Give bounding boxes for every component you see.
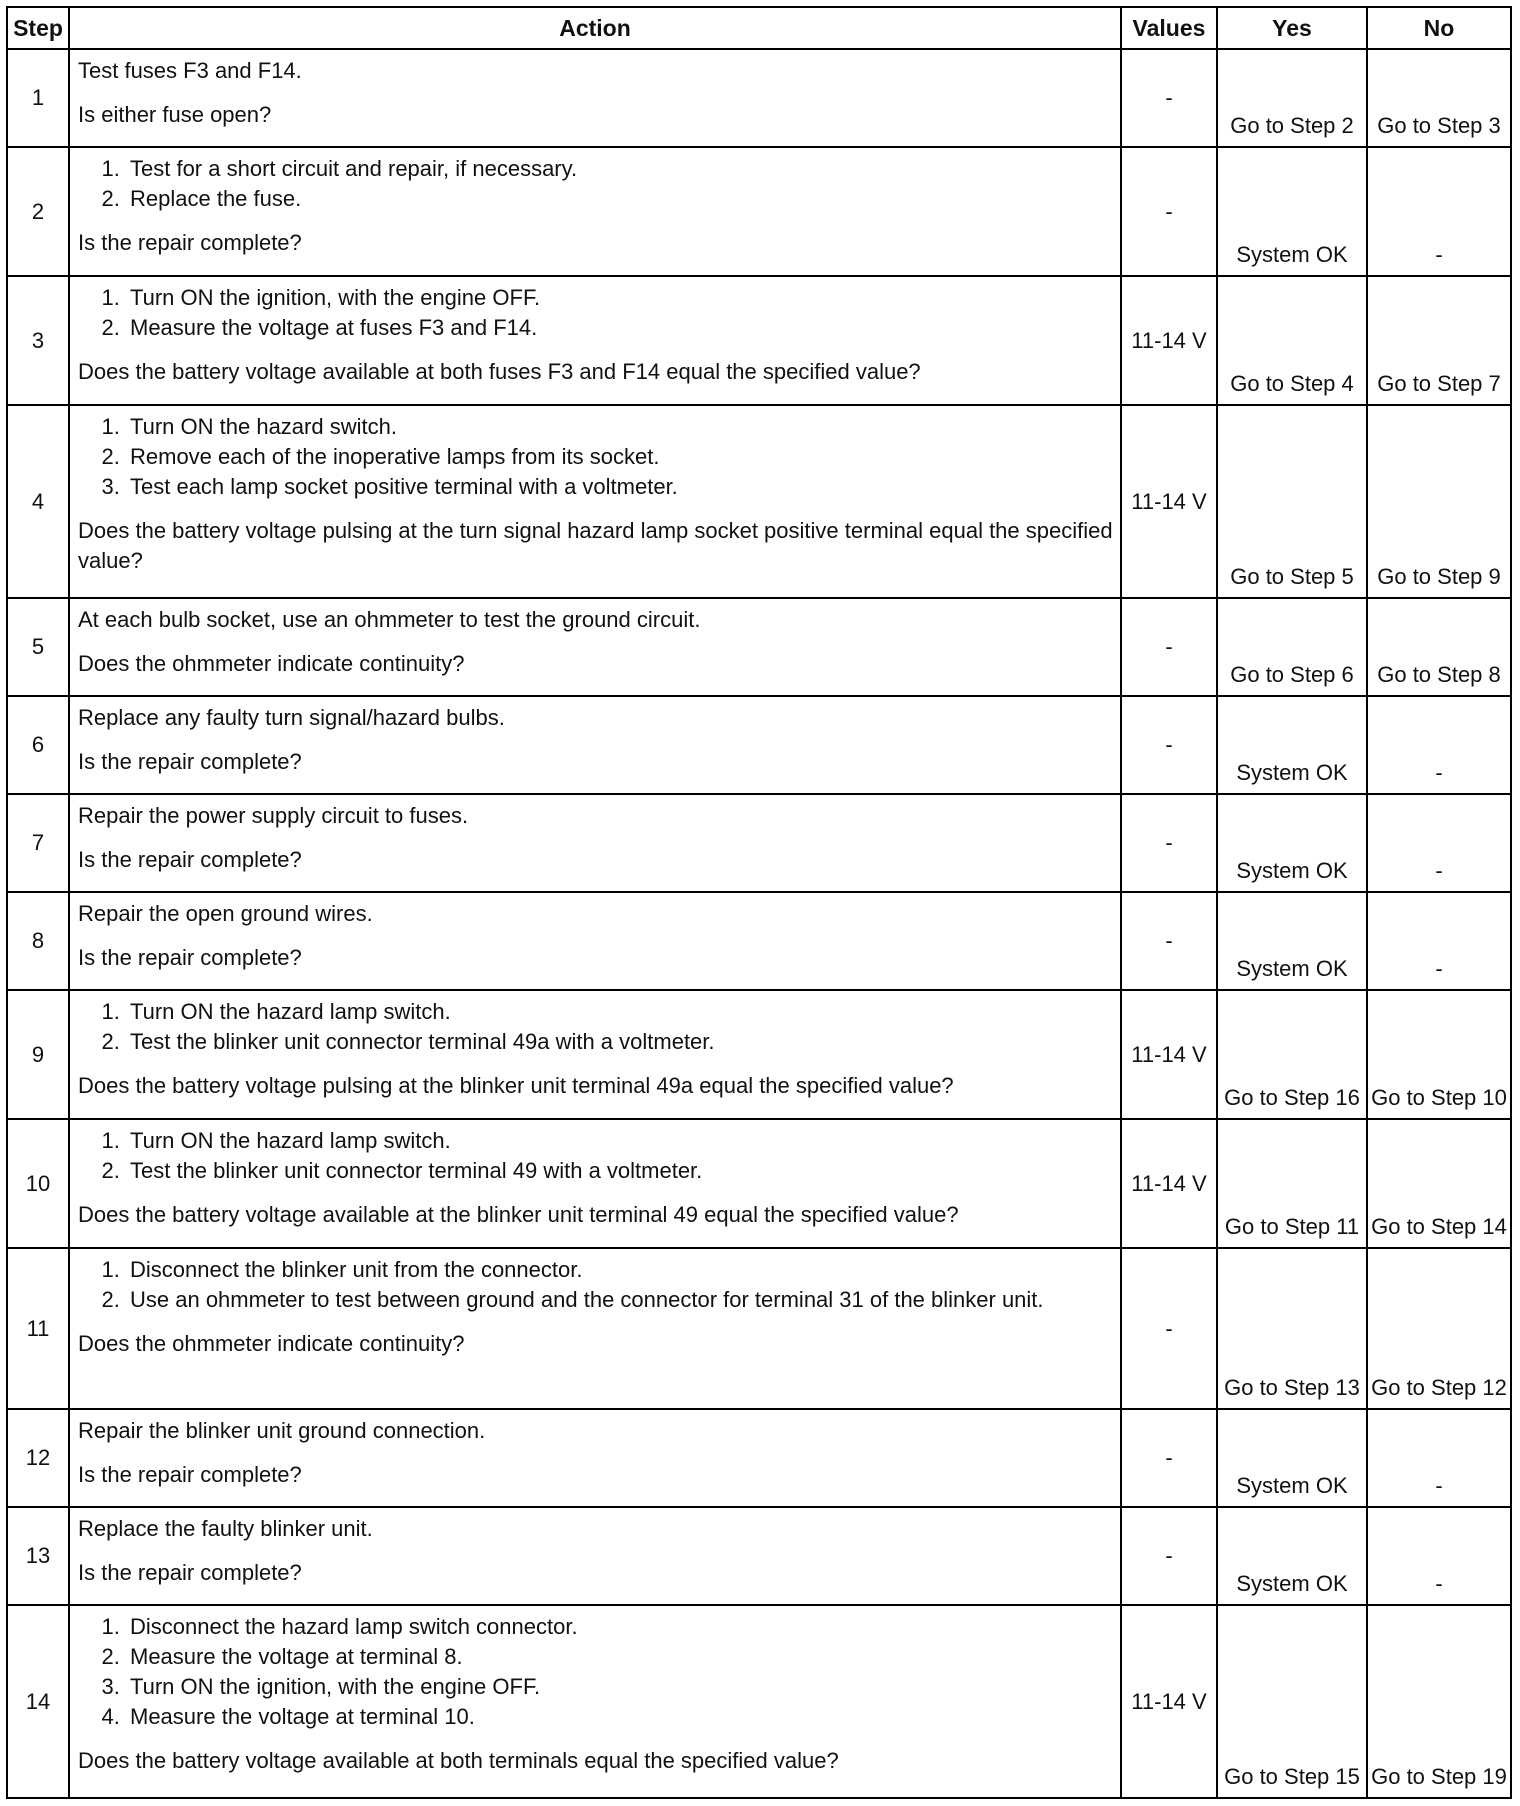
values-cell: - xyxy=(1121,1507,1217,1605)
no-cell: Go to Step 8 xyxy=(1367,598,1511,696)
table-row xyxy=(7,147,1511,276)
table-row xyxy=(7,892,1511,990)
step-number: 10 xyxy=(7,1119,69,1248)
no-cell: Go to Step 3 xyxy=(1367,49,1511,147)
table-row xyxy=(7,696,1511,794)
values-cell: 11-14 V xyxy=(1121,405,1217,598)
action-step-item: 1. Turn ON the ignition, with the engine OFF. xyxy=(126,283,1114,313)
action-text: Test fuses F3 and F14. xyxy=(78,58,302,83)
no-cell: - xyxy=(1367,1507,1511,1605)
action-question: Does the battery voltage available at the blinker unit terminal 49 equal the specified value? xyxy=(78,1202,959,1227)
header-action: Action xyxy=(69,7,1121,49)
values-cell: - xyxy=(1121,794,1217,892)
no-cell: - xyxy=(1367,794,1511,892)
action-steps-list xyxy=(78,1255,1114,1315)
step-number: 14 xyxy=(7,1605,69,1798)
yes-cell: Go to Step 2 xyxy=(1217,49,1367,147)
action-step-item: 2. Remove each of the inoperative lamps from its socket. xyxy=(126,442,1114,472)
table-row xyxy=(7,1248,1511,1409)
no-cell: Go to Step 9 xyxy=(1367,405,1511,598)
action-step-item: 1. Disconnect the hazard lamp switch connector. xyxy=(126,1612,1114,1642)
action-cell xyxy=(69,1605,1121,1798)
action-cell xyxy=(69,1409,1121,1507)
no-cell: - xyxy=(1367,1409,1511,1507)
action-step-item: 1. Turn ON the hazard switch. xyxy=(126,412,1114,442)
action-steps-list xyxy=(78,412,1114,502)
action-question: Does the battery voltage available at both fuses F3 and F14 equal the specified value? xyxy=(78,359,921,384)
step-number: 1 xyxy=(7,49,69,147)
table-row xyxy=(7,1119,1511,1248)
values-cell: - xyxy=(1121,696,1217,794)
action-steps-list xyxy=(78,1612,1114,1732)
action-cell xyxy=(69,1119,1121,1248)
action-cell xyxy=(69,892,1121,990)
table-row xyxy=(7,276,1511,405)
action-steps-list xyxy=(78,283,1114,343)
action-text: Repair the power supply circuit to fuses. xyxy=(78,803,469,828)
step-number: 11 xyxy=(7,1248,69,1409)
header-no: No xyxy=(1367,7,1511,49)
yes-cell: Go to Step 16 xyxy=(1217,990,1367,1119)
values-cell: - xyxy=(1121,1409,1217,1507)
no-cell: Go to Step 19 xyxy=(1367,1605,1511,1798)
step-number: 9 xyxy=(7,990,69,1119)
action-cell xyxy=(69,696,1121,794)
step-number: 7 xyxy=(7,794,69,892)
yes-cell: System OK xyxy=(1217,892,1367,990)
header-step: Step xyxy=(7,7,69,49)
table-body xyxy=(7,49,1511,1798)
step-number: 12 xyxy=(7,1409,69,1507)
action-question: Is the repair complete? xyxy=(78,749,302,774)
action-question: Is the repair complete? xyxy=(78,230,302,255)
values-cell: 11-14 V xyxy=(1121,276,1217,405)
action-text: Repair the open ground wires. xyxy=(78,901,373,926)
action-cell xyxy=(69,598,1121,696)
action-step-item: 1. Turn ON the hazard lamp switch. xyxy=(126,997,1114,1027)
step-number: 5 xyxy=(7,598,69,696)
action-step-item: 2. Test the blinker unit connector terminal 49a with a voltmeter. xyxy=(126,1027,1114,1057)
no-cell: Go to Step 14 xyxy=(1367,1119,1511,1248)
step-number: 2 xyxy=(7,147,69,276)
action-question: Does the ohmmeter indicate continuity? xyxy=(78,1331,465,1356)
values-cell: - xyxy=(1121,892,1217,990)
action-step-item: 1. Test for a short circuit and repair, if necessary. xyxy=(126,154,1114,184)
action-text: Replace the faulty blinker unit. xyxy=(78,1516,373,1541)
action-step-item: 2. Measure the voltage at terminal 8. xyxy=(126,1642,1114,1672)
action-cell xyxy=(69,49,1121,147)
yes-cell: System OK xyxy=(1217,1409,1367,1507)
action-question: Is the repair complete? xyxy=(78,945,302,970)
action-step-item: 1. Disconnect the blinker unit from the connector. xyxy=(126,1255,1114,1285)
yes-cell: System OK xyxy=(1217,794,1367,892)
yes-cell: System OK xyxy=(1217,696,1367,794)
action-question: Does the battery voltage pulsing at the blinker unit terminal 49a equal the specified value? xyxy=(78,1073,954,1098)
table-row xyxy=(7,1409,1511,1507)
action-step-item: 3. Turn ON the ignition, with the engine OFF. xyxy=(126,1672,1114,1702)
no-cell: - xyxy=(1367,147,1511,276)
action-question: Is either fuse open? xyxy=(78,102,272,127)
step-number: 4 xyxy=(7,405,69,598)
action-question: Is the repair complete? xyxy=(78,1560,302,1585)
action-cell xyxy=(69,794,1121,892)
step-number: 13 xyxy=(7,1507,69,1605)
action-text: Replace any faulty turn signal/hazard bulbs. xyxy=(78,705,505,730)
yes-cell: Go to Step 15 xyxy=(1217,1605,1367,1798)
action-step-item: 3. Test each lamp socket positive terminal with a voltmeter. xyxy=(126,472,1114,502)
action-question: Is the repair complete? xyxy=(78,1462,302,1487)
step-number: 3 xyxy=(7,276,69,405)
values-cell: 11-14 V xyxy=(1121,1119,1217,1248)
action-text: Repair the blinker unit ground connection. xyxy=(78,1418,486,1443)
diagnostic-table xyxy=(6,6,1512,1799)
yes-cell: Go to Step 4 xyxy=(1217,276,1367,405)
values-cell: - xyxy=(1121,147,1217,276)
action-cell xyxy=(69,990,1121,1119)
action-step-item: 2. Use an ohmmeter to test between ground and the connector for terminal 31 of the blinker unit. xyxy=(126,1285,1114,1315)
action-cell xyxy=(69,1248,1121,1409)
no-cell: Go to Step 10 xyxy=(1367,990,1511,1119)
action-cell xyxy=(69,1507,1121,1605)
action-step-item: 2. Test the blinker unit connector terminal 49 with a voltmeter. xyxy=(126,1156,1114,1186)
table-row xyxy=(7,49,1511,147)
action-question: Does the battery voltage pulsing at the turn signal hazard lamp socket positive terminal equal the specified value? xyxy=(78,518,1113,573)
action-cell xyxy=(69,405,1121,598)
no-cell: Go to Step 12 xyxy=(1367,1248,1511,1409)
no-cell: - xyxy=(1367,696,1511,794)
step-number: 6 xyxy=(7,696,69,794)
step-number: 8 xyxy=(7,892,69,990)
table-row xyxy=(7,1507,1511,1605)
yes-cell: Go to Step 6 xyxy=(1217,598,1367,696)
table-row xyxy=(7,405,1511,598)
action-text: At each bulb socket, use an ohmmeter to test the ground circuit. xyxy=(78,607,701,632)
table-row xyxy=(7,1605,1511,1798)
action-steps-list xyxy=(78,154,1114,214)
action-cell xyxy=(69,147,1121,276)
no-cell: Go to Step 7 xyxy=(1367,276,1511,405)
values-cell: - xyxy=(1121,49,1217,147)
action-question: Does the ohmmeter indicate continuity? xyxy=(78,651,465,676)
yes-cell: Go to Step 5 xyxy=(1217,405,1367,598)
action-steps-list xyxy=(78,997,1114,1057)
action-question: Does the battery voltage available at both terminals equal the specified value? xyxy=(78,1748,839,1773)
action-step-item: 2. Replace the fuse. xyxy=(126,184,1114,214)
yes-cell: System OK xyxy=(1217,1507,1367,1605)
table-row xyxy=(7,794,1511,892)
header-values: Values xyxy=(1121,7,1217,49)
action-step-item: 1. Turn ON the hazard lamp switch. xyxy=(126,1126,1114,1156)
action-step-item: 2. Measure the voltage at fuses F3 and F14. xyxy=(126,313,1114,343)
table-row xyxy=(7,990,1511,1119)
yes-cell: System OK xyxy=(1217,147,1367,276)
header-row xyxy=(7,7,1511,49)
header-yes: Yes xyxy=(1217,7,1367,49)
no-cell: - xyxy=(1367,892,1511,990)
values-cell: - xyxy=(1121,1248,1217,1409)
yes-cell: Go to Step 13 xyxy=(1217,1248,1367,1409)
action-cell xyxy=(69,276,1121,405)
action-step-item: 4. Measure the voltage at terminal 10. xyxy=(126,1702,1114,1732)
action-question: Is the repair complete? xyxy=(78,847,302,872)
table-row xyxy=(7,598,1511,696)
values-cell: 11-14 V xyxy=(1121,1605,1217,1798)
values-cell: - xyxy=(1121,598,1217,696)
yes-cell: Go to Step 11 xyxy=(1217,1119,1367,1248)
values-cell: 11-14 V xyxy=(1121,990,1217,1119)
action-steps-list xyxy=(78,1126,1114,1186)
